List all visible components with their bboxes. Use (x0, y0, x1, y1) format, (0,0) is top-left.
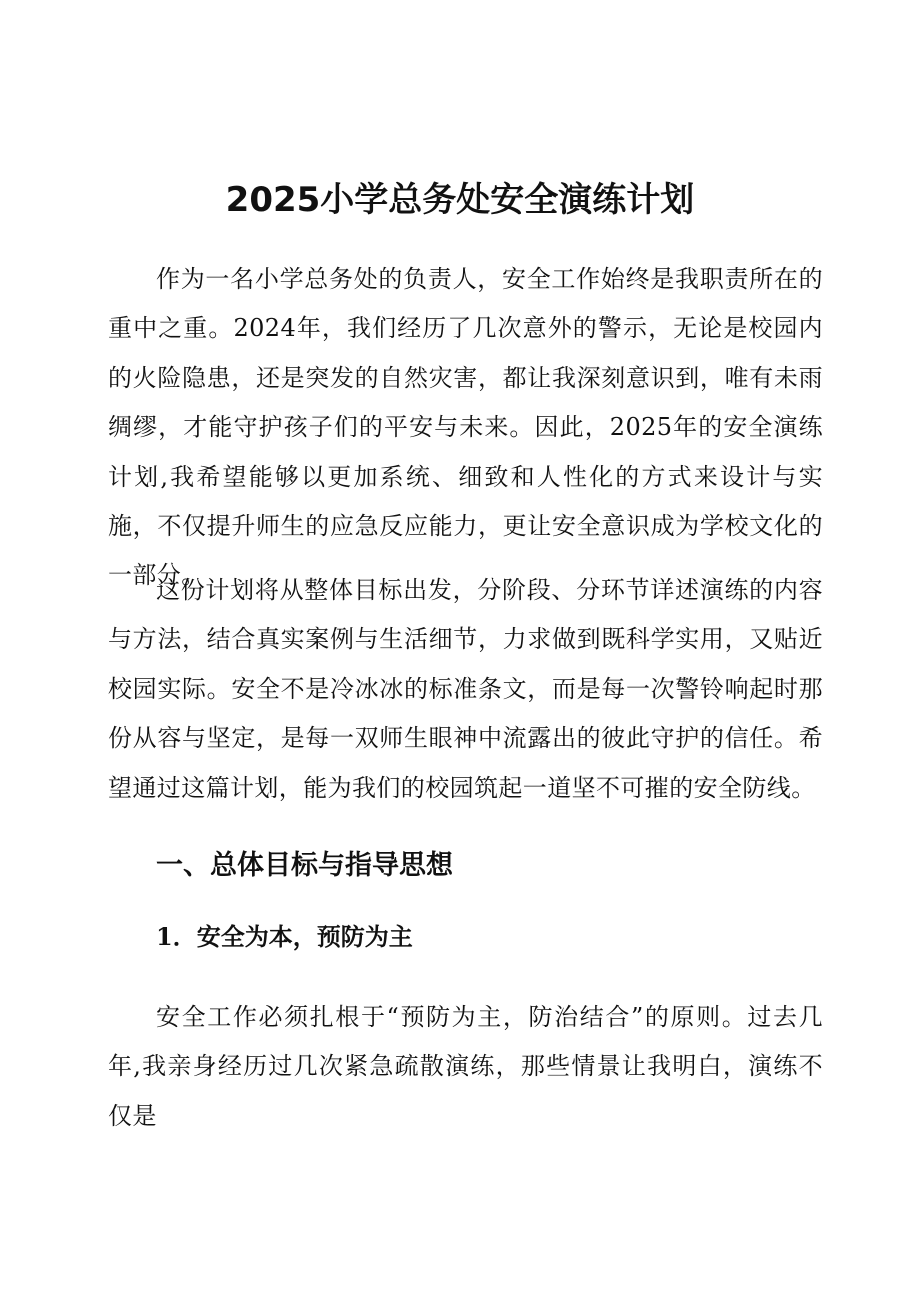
intro-paragraph-2: 这份计划将从整体目标出发，分阶段、分环节详述演练的内容与方法，结合真实案例与生活细节，力求做到既科学实用，又贴近校园实际。安全不是冷冰冰的标准条文，而是每一次警铃响起时那份从容与坚定，是每一双师生眼神中流露出的彼此守护的信任。希望通过这篇计划，能为我们的校园筑起一道坚不可摧的安全防线。 (108, 576, 823, 802)
section-paragraph-1: 安全工作必须扎根于“预防为主，防治结合”的原则。过去几年,我亲身经历过几次紧急疏散演练，那些情景让我明白，演练不仅是 (108, 1003, 823, 1130)
intro-paragraph-1: 作为一名小学总务处的负责人，安全工作始终是我职责所在的重中之重。2024年，我们经历了几次意外的警示，无论是校园内的火险隐患，还是突发的自然灾害，都让我深刻意识到，唯有未雨绸缪，才能守护孩子们的平安与未来。因此，2025年的安全演练计划,我希望能够以更加系统、细致和人性化的方式来设计与实施，不仅提升师生的应急反应能力，更让安全意识成为学校文化的一部分。 (108, 265, 823, 590)
document-title: 2025小学总务处安全演练计划 (225, 180, 695, 220)
section-heading-1: 一、总体目标与指导思想 (156, 850, 453, 881)
sub-heading-1: 1．安全为本，预防为主 (156, 922, 413, 951)
